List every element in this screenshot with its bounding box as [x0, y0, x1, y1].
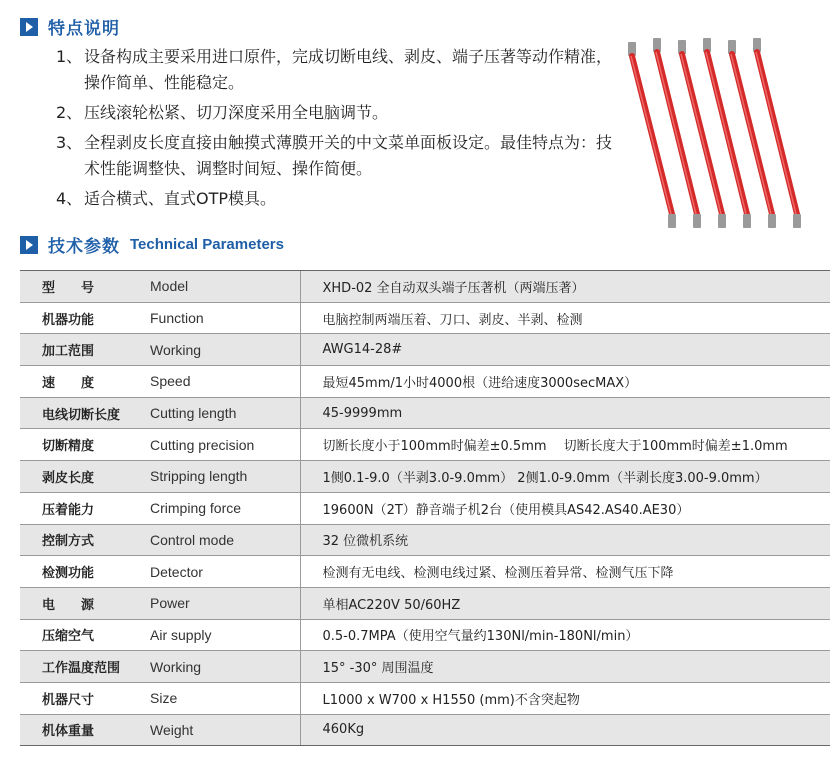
param-label-en: Cutting precision [130, 429, 300, 461]
param-label-zh: 压着能力 [20, 492, 130, 524]
table-row [20, 714, 830, 746]
param-label-en: Speed [130, 366, 300, 398]
feature-text: 适合横式、直式OTP模具。 [84, 189, 277, 208]
param-value: L1000 x W700 x H1550 (mm)不含突起物 [300, 682, 830, 714]
param-label-en: Power [130, 587, 300, 619]
param-label-en: Control mode [130, 524, 300, 556]
feature-item [56, 44, 616, 96]
param-label-en: Cutting length [130, 397, 300, 429]
param-value: 最短45mm/1小时4000根（进给速度3000secMAX） [300, 366, 830, 398]
table-row [20, 397, 830, 429]
table-row [20, 682, 830, 714]
table-row [20, 271, 830, 303]
param-label-en: Function [130, 302, 300, 334]
param-label-zh: 机器尺寸 [20, 682, 130, 714]
features-section-header [20, 14, 120, 39]
table-row [20, 492, 830, 524]
feature-text: 全程剥皮长度直接由触摸式薄膜开关的中文菜单面板设定。最佳特点为：技术性能调整快、调整时间短、操作简便。 [84, 133, 613, 178]
param-value: 15° -30° 周围温度 [300, 651, 830, 683]
param-value: 检测有无电线、检测电线过紧、检测压着异常、检测气压下降 [300, 556, 830, 588]
table-row [20, 587, 830, 619]
table-row [20, 429, 830, 461]
wire-group [628, 38, 801, 228]
param-label-en: Working [130, 651, 300, 683]
feature-item [56, 100, 616, 126]
feature-number: 2、 [56, 103, 83, 122]
features-list [56, 44, 616, 216]
play-arrow-icon [20, 18, 38, 36]
param-value: 电脑控制两端压着、刀口、剥皮、半剥、检测 [300, 302, 830, 334]
feature-text: 设备构成主要采用进口原件，完成切断电线、剥皮、端子压著等动作精准，操作简单、性能稳定。 [84, 47, 613, 92]
param-label-zh: 剥皮长度 [20, 461, 130, 493]
param-label-zh: 检测功能 [20, 556, 130, 588]
param-value: 32 位微机系统 [300, 524, 830, 556]
param-label-zh: 电 源 [20, 587, 130, 619]
play-arrow-icon [20, 236, 38, 254]
feature-number: 3、 [56, 133, 83, 152]
param-label-en: Size [130, 682, 300, 714]
param-label-en: Stripping length [130, 461, 300, 493]
table-row [20, 619, 830, 651]
table-row [20, 651, 830, 683]
params-title-zh: 技术参数 [48, 237, 120, 257]
param-label-en: Air supply [130, 619, 300, 651]
param-label-zh: 加工范围 [20, 334, 130, 366]
table-row [20, 334, 830, 366]
table-row [20, 556, 830, 588]
param-label-en: Working [130, 334, 300, 366]
table-row [20, 302, 830, 334]
param-value: 切断长度小于100mm时偏差±0.5mm 切断长度大于100mm时偏差±1.0mm [300, 429, 830, 461]
feature-text: 压线滚轮松紧、切刀深度采用全电脑调节。 [84, 103, 389, 122]
params-section-header [20, 232, 284, 257]
param-label-en: Weight [130, 714, 300, 746]
feature-number: 4、 [56, 189, 83, 208]
table-row [20, 366, 830, 398]
param-value: 0.5-0.7MPA（使用空气量约130Nl/min-180Nl/min） [300, 619, 830, 651]
param-label-zh: 电线切断长度 [20, 397, 130, 429]
param-value: 45-9999mm [300, 397, 830, 429]
param-label-zh: 工作温度范围 [20, 651, 130, 683]
param-value: 19600N（2T）静音端子机2台（使用模具AS42.AS40.AE30） [300, 492, 830, 524]
feature-number: 1、 [56, 47, 83, 66]
param-label-zh: 机体重量 [20, 714, 130, 746]
param-value: XHD-02 全自动双头端子压著机（两端压著） [300, 271, 830, 303]
feature-item [56, 130, 616, 182]
params-title-en: Technical Parameters [130, 236, 284, 253]
feature-item [56, 186, 616, 212]
param-label-zh: 机器功能 [20, 302, 130, 334]
param-label-en: Detector [130, 556, 300, 588]
param-value: AWG14-28# [300, 334, 830, 366]
param-label-zh: 控制方式 [20, 524, 130, 556]
crimped-wire-harness-image [620, 36, 820, 236]
features-title: 特点说明 [48, 19, 120, 39]
param-label-en: Model [130, 271, 300, 303]
param-label-zh: 压缩空气 [20, 619, 130, 651]
param-label-en: Crimping force [130, 492, 300, 524]
param-label-zh: 型 号 [20, 271, 130, 303]
param-label-zh: 速 度 [20, 366, 130, 398]
param-value: 单相AC220V 50/60HZ [300, 587, 830, 619]
param-label-zh: 切断精度 [20, 429, 130, 461]
table-row [20, 461, 830, 493]
param-value: 1侧0.1-9.0（半剥3.0-9.0mm） 2侧1.0-9.0mm（半剥长度3.00-9.0mm） [300, 461, 830, 493]
table-row [20, 524, 830, 556]
param-value: 460Kg [300, 714, 830, 746]
technical-parameters-table [20, 270, 830, 746]
